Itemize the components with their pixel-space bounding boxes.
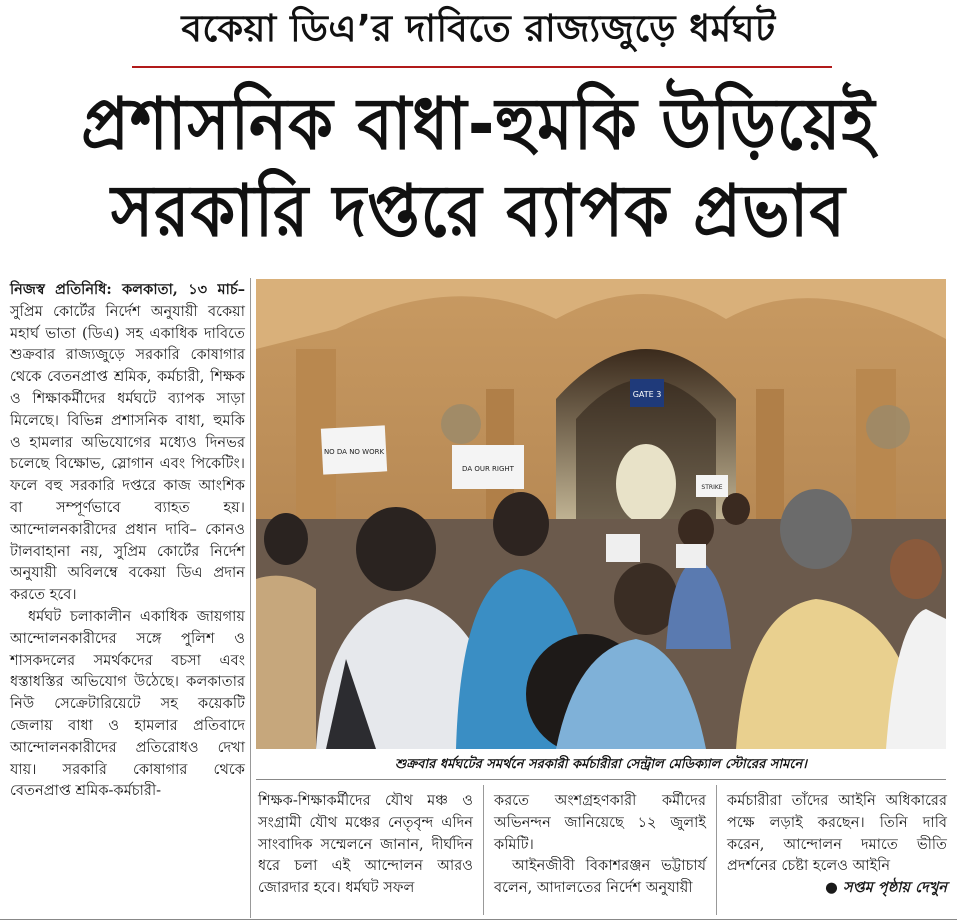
col3-para-1: করতে অংশগ্রহণকারী কর্মীদের অভিনন্দন জানিয়েছে ১২ জুলাই কমিটি।	[494, 792, 706, 853]
column-rule	[250, 278, 251, 918]
left-column	[10, 279, 245, 802]
column-4	[727, 790, 947, 899]
col2-text: শিক্ষক-শিক্ষাকর্মীদের যৌথ মঞ্চ ও সংগ্রামী যৌথ মঞ্চের নেতৃবৃন্দ এদিন সাংবাদিক সম্মেলনে জানান, দীর্ঘদিন ধরে চলা এই আন্দোলন আরও জোরদার হবে। ধর্মঘট সফল	[258, 792, 473, 897]
left-para-2: ধর্মঘট চলাকালীন একাধিক জায়গায় আন্দোলনকারীদের সঙ্গে পুলিশ ও শাসকদলের সমর্থকদের বচসা এবং ধস্তাধস্তির অভিযোগ উঠেছে। কলকাতার নিউ সেক্রেটারিয়েটে সহ কয়েকটি জেলায় বাধা ও হামলার প্রতিবাদে আন্দোলনকারীদের প্রতিরোধও দেখা যায়। সরকারি কোষাগার থেকে বেতনপ্রাপ্ত শ্রমিক-কর্মচারী-	[10, 607, 245, 800]
news-photo	[256, 279, 946, 749]
bottom-rule	[0, 919, 957, 920]
column-rule-2	[483, 785, 484, 915]
dateline: নিজস্ব প্রতিনিধি: কলকাতা, ১৩ মার্চ–	[10, 281, 245, 298]
kicker-rule	[132, 66, 832, 68]
protest-crowd-image	[256, 279, 946, 749]
placard-1: NO DA NO WORK	[323, 448, 385, 456]
column-3	[494, 790, 706, 899]
gate-sign: GATE 3	[632, 390, 662, 399]
headline-line-2: সরকারি দপ্তরে ব্যাপক প্রভাব	[111, 170, 846, 254]
kicker-headline: বকেয়া ডিএ’র দাবিতে রাজ্যজুড়ে ধর্মঘট	[181, 7, 776, 50]
col4-text: কর্মচারীরা তাঁদের আইনি অধিকারের পক্ষে লড়াই করছেন। তিনি দাবি করেন, আন্দোলন দমাতে ভীতি প্রদর্শনের চেষ্টা হলেও আইনি	[727, 792, 947, 875]
headline-line-1: প্রশাসনিক বাধা-হুমকি উড়িয়েই	[81, 83, 876, 167]
continued-on-page-note: ● সপ্তম পৃষ্ঠায় দেখুন	[825, 879, 947, 897]
caption-rule	[256, 779, 946, 780]
column-2	[258, 790, 473, 899]
col3-para-2: আইনজীবী বিকাশরঞ্জন ভট্টাচার্য বলেন, আদালতের নির্দেশ অনুযায়ী	[494, 857, 706, 897]
placard-3: STRIKE	[701, 484, 723, 491]
column-rule-3	[716, 785, 717, 915]
placard-2: DA OUR RIGHT	[462, 465, 514, 473]
left-para-1: সুপ্রিম কোর্টের নির্দেশ অনুযায়ী বকেয়া মহার্ঘ ভাতা (ডিএ) সহ একাধিক দাবিতে শুক্রবার রাজ্যজুড়ে সরকারি কোষাগার থেকে বেতনপ্রাপ্ত শ্রমিক, কর্মচারী, শিক্ষক ও শিক্ষাকর্মীদের ধর্মঘটে ব্যাপক সাড়া মিলেছে। বিভিন্ন প্রশাসনিক বাধা, হুমকি ও হামলার অভিযোগের মধ্যেও দিনভর চলেছে বিক্ষোভ, স্লোগান এবং পিকেটিং। ফলে বহু সরকারি দপ্তরে কাজ আংশিক বা সম্পূর্ণভাবে ব্যাহত হয়। আন্দোলনকারীদের প্রধান দাবি– কোনও টালবাহানা নয়, সুপ্রিম কোর্টের নির্দেশ অনুযায়ী অবিলম্বে বকেয়া ডিএ প্রদান করতে হবে।	[10, 302, 245, 604]
photo-caption: শুক্রবার ধর্মঘটের সমর্থনে সরকারী কর্মচারীরা সেন্ট্রাল মেডিক্যাল স্টোরের সামনে।	[395, 757, 807, 772]
